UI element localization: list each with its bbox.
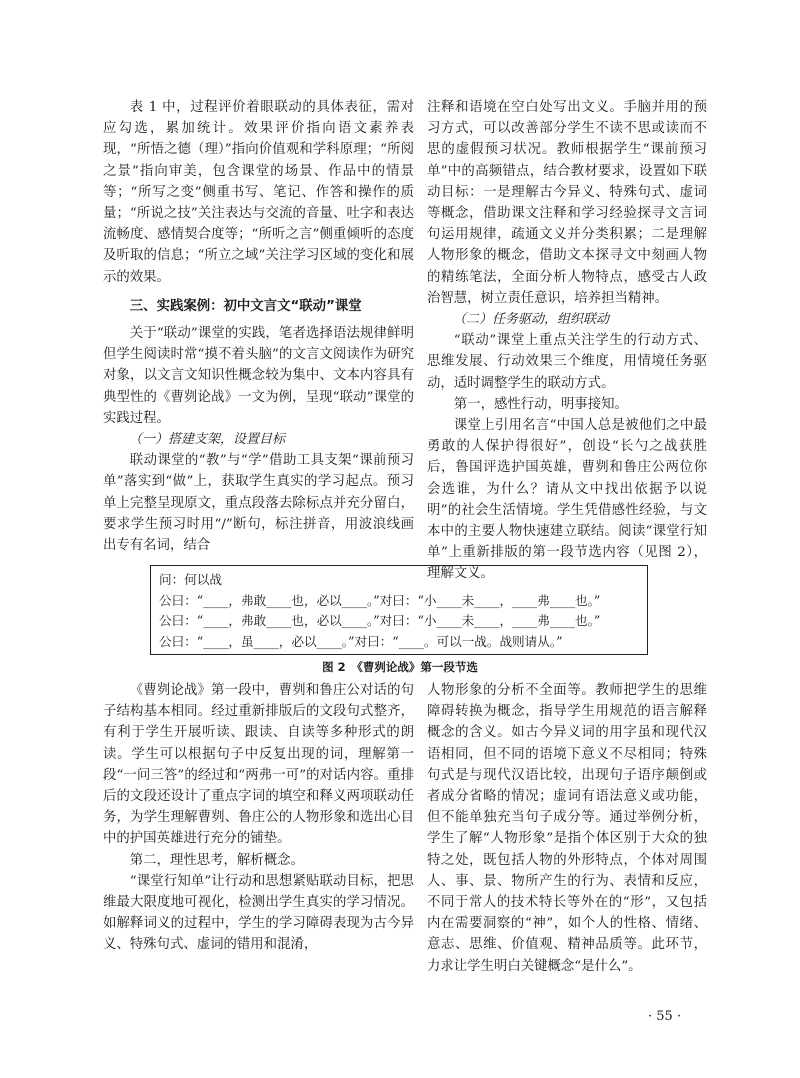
paragraph: 注释和语境在空白处写出文义。手脑并用的预习方式，可以改善部分学生不读不思或读而不思的虚假预习状况。教师根据学生“课前预习单”中的高频错点，结合教材要求，设置如下联动目标：一是理解古今异义、特殊句式、虚词等概念，借助课文注释和学习经验探寻文言词句运用规律，疏通文义并分类积累；二是理解人物形象的概念，借助文本探寻文中刻画人物的精练笔法，全面分析人物特点，感受古人政治智慧，树立责任意识，培养担当精神。 <box>427 100 707 306</box>
text-column-right-bottom <box>427 680 707 977</box>
subheading: （二）任务驱动，组织联动 <box>453 312 610 328</box>
text-column-left-bottom <box>103 680 414 956</box>
paragraph: 《曹刿论战》第一段中，曹刿和鲁庄公对话的句子结构基本相同。经过重新排版后的文段句式整齐，有利于学生开展听读、跟读、自读等多种形式的朗读。学生可以根据句子中反复出现的词，理解第一段“一问三答”的经过和“两弗一可”的对话内容。重排后的文段还设计了重点字词的填空和释义两项联动任务，为学生理解曹刿、鲁庄公的人物形象和选出心目中的护国英雄进行充分的铺垫。 <box>103 683 414 847</box>
figure-line: 问：何以战 <box>159 572 222 587</box>
paragraph: 表 1 中，过程评价着眼联动的具体表征，需对应勾选，累加统计。效果评价指向语文素养表现，“所悟之德（理）”指向价值观和学科原理；“所阅之景”指向审美，包含课堂的场景、作品中的情景等；“所写之变”侧重书写、笔记、作答和操作的质量；“所说之技”关注表达与交流的音量、吐字和表达流畅度、感情契合度等；“所听之言”侧重倾听的态度及听取的信息；“所立之域”关注学习区域的变化和展示的效果。 <box>103 100 414 285</box>
figure-line: 公曰：“____，虽____，必以____。”对曰：“____。可以一战。战则请从。” <box>159 633 563 649</box>
figure-line: 公曰：“____，弗敢____也，必以____。”对曰：“小____未____，____弗____也。” <box>159 592 601 608</box>
paragraph: 课堂上引用名言“中国人总是被他们之中最勇敢的人保护得很好”，创设“长勺之战获胜后，鲁国评选护国英雄，曹刿和鲁庄公两位你会选谁，为什么？请从文中找出依据予以说明”的社会生活情境。学生凭借感性经验，与文本中的主要人物快速建立联结。阅读“课堂行知单”上重新排版的第一段节选内容（见图 2），理解文义。 <box>427 418 707 582</box>
paragraph: 人物形象的分析不全面等。教师把学生的思维障碍转换为概念，指导学生用规范的语言解释概念的含义。如古今异义词的用字虽和现代汉语相同，但不同的语境下意义不尽相同；特殊句式是与现代汉语比较，出现句子语序颠倒或者成分省略的情况；虚词有语法意义或功能，但不能单独充当句子成分等。通过举例分析，学生了解“人物形象”是指个体区别于大众的独特之处，既包括人物的外形特点，个体对周围人、事、景、物所产生的行为、表情和反应，不同于常人的技术特长等外在的“形”，又包括内在需要洞察的“神”，如个人的性格、情绪、意志、思维、价值观、精神品质等。此环节，力求让学生明白关键概念“是什么”。 <box>427 683 707 974</box>
figure-caption: 图 2 《曹刿论战》第一段节选 <box>322 660 478 674</box>
paragraph: 联动课堂的“教”与“学”借助工具支架“课前预习单”落实到“做”上，获取学生真实的学习起点。预习单上完整呈现原文，重点段落去除标点并充分留白，要求学生预习时用“/”断句，标注拼音，用波浪线画出专有名词，结合 <box>103 453 414 554</box>
paragraph: 第一，感性行动，明事接知。 <box>453 396 628 412</box>
paragraph: 第二，理性思考，解析概念。 <box>129 852 304 868</box>
text-column-right-top <box>427 97 707 585</box>
paragraph: “联动”课堂上重点关注学生的行动方式、思维发展、行动效果三个维度，用情境任务驱动，适时调整学生的联动方式。 <box>427 333 707 391</box>
figure-line: 公曰：“____，弗敢____也，必以____。”对曰：“小____未____，____弗____也。” <box>159 613 601 628</box>
paragraph: 关于“联动”课堂的实践，笔者选择语法规律鲜明但学生阅读时常“摸不着头脑”的文言文阅读作为研究对象，以文言文知识性概念较为集中、文本内容具有典型性的《曹刿论战》一文为例，呈现“联动”课堂的实践过程。 <box>103 326 414 426</box>
section-heading: 三、实践案例：初中文言文“联动”课堂 <box>129 298 362 314</box>
paragraph: “课堂行知单”让行动和思想紧贴联动目标，把思维最大限度地可视化，检测出学生真实的学习情况。如解释词义的过程中，学生的学习障碍表现为古今异义、特殊句式、虚词的错用和混淆， <box>103 873 414 953</box>
page-number: · 55 · <box>648 1009 682 1024</box>
figure-2-box <box>150 565 648 655</box>
subheading: （一）搭建支架，设置目标 <box>129 432 286 448</box>
text-column-left-top <box>103 97 414 556</box>
